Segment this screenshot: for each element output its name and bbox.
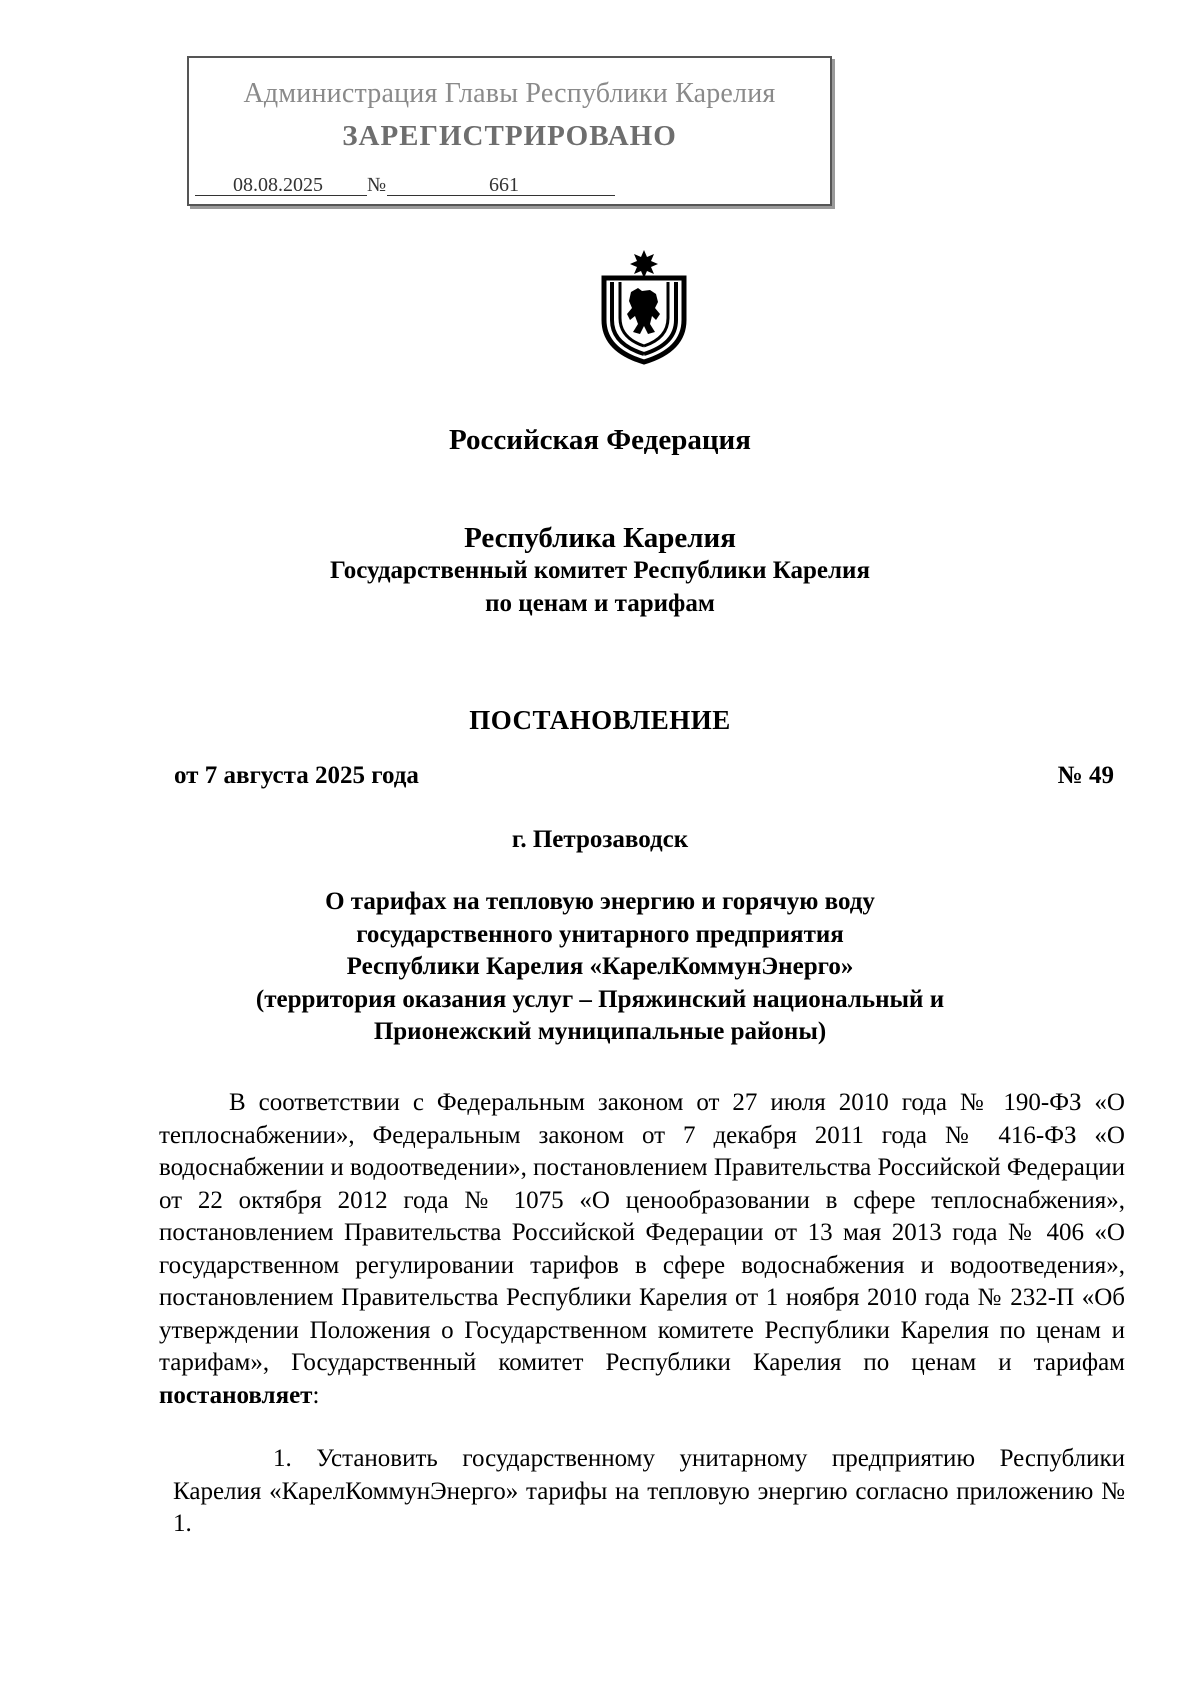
title-line: О тарифах на тепловую энергию и горячую воду xyxy=(325,888,875,915)
document-number: № 49 xyxy=(1057,762,1114,789)
title-line: государственного унитарного предприятия xyxy=(356,920,844,948)
header-committee-line1: Государственный комитет Республики Карелия xyxy=(330,557,870,584)
resolves-word: постановляет xyxy=(159,1381,313,1409)
title-line: (территория оказания услуг – Пряжинский национальный и xyxy=(255,985,945,1013)
header-republic: Республика Карелия xyxy=(464,522,736,554)
stamp-registration-line xyxy=(195,172,625,198)
title-line: Прионежский муниципальные районы) xyxy=(373,1018,827,1045)
stamp-authority: Администрация Главы Республики Карелия xyxy=(243,78,776,109)
preamble-colon: : xyxy=(312,1381,320,1409)
document-type: ПОСТАНОВЛЕНИЕ xyxy=(469,705,731,735)
item-1-paragraph: 1. Установить государственному унитарному предприятию Республики Карелия «КарелКоммунЭнерго» тарифы на тепловую энергию согласно приложению № 1. xyxy=(173,1445,1125,1537)
stamp-number: 661 xyxy=(489,174,519,196)
preamble-paragraph xyxy=(159,1087,1125,1412)
stamp-number-sign: № xyxy=(367,174,387,196)
document-city: г. Петрозаводск xyxy=(511,826,689,853)
registration-stamp xyxy=(187,56,832,206)
preamble-text: В соответствии с Федеральным законом от 27 июля 2010 года № 190-ФЗ «О теплоснабжении», Федеральным законом от 7 декабря 2011 года № 416-ФЗ «О водоснабжении и водоотведении», постановлением Правительства Российской Федерации от 22 октября 2012 года № 1075 «О ценообразовании в сфере теплоснабжения», постановлением Правительства Российской Федерации от 13 мая 2013 года № 406 «О государственном регулировании тарифов в сфере водоснабжения и водоотведения», постановлением Правительства Республики Карелия от 1 ноября 2010 года № 232-П «Об утверждении Положения о Государственном комитете Республики Карелия по ценам и тарифам», Государственный комитет Республики Карелия по ценам и тарифам xyxy=(159,1089,1125,1376)
header-committee-line2: по ценам и тарифам xyxy=(485,590,715,617)
stamp-date: 08.08.2025 xyxy=(233,174,323,196)
header-federation: Российская Федерация xyxy=(449,424,751,456)
document-date: от 7 августа 2025 года xyxy=(174,762,419,789)
title-line: Республики Карелия «КарелКоммунЭнерго» xyxy=(346,953,854,980)
karelia-coat-of-arms-icon xyxy=(598,248,690,366)
stamp-registered: ЗАРЕГИСТРИРОВАНО xyxy=(342,120,677,152)
document-title xyxy=(150,886,1050,1049)
